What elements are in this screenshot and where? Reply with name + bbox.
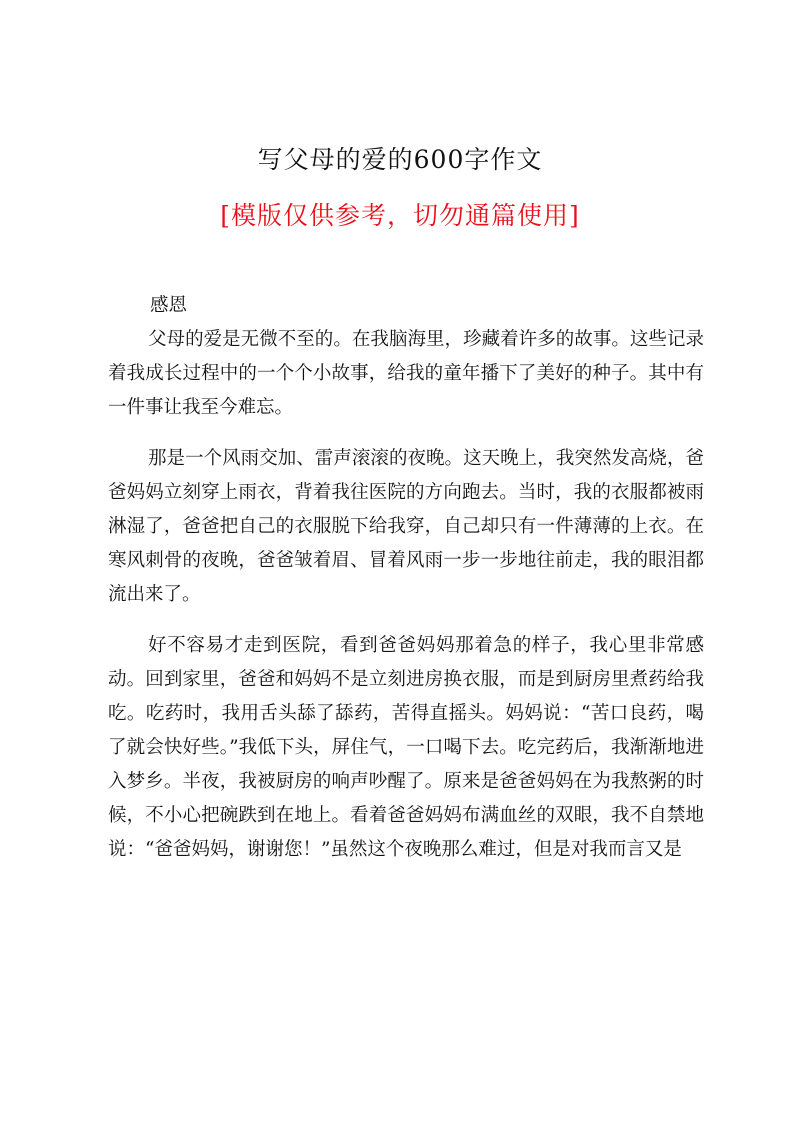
- paragraph-3: 好不容易才走到医院，看到爸爸妈妈那着急的样子，我心里非常感动。回到家里，爸爸和妈妈不是立刻进房换衣服，而是到厨房里煮药给我吃。吃药时，我用舌头舔了舔药，苦得直摇头。妈妈说：“苦口良药，喝了就会快好些。”我低下头，屏住气，一口喝下去。吃完药后，我渐渐地进入梦乡。半夜，我被厨房的响声吵醒了。原来是爸爸妈妈在为我熬粥的时候，不小心把碗跌到在地上。看着爸爸妈妈布满血丝的双眼，我不自禁地说：“爸爸妈妈，谢谢您！”虽然这个夜晚那么难过，但是对我而言又是: [108, 635, 704, 860]
- paragraph-1: 父母的爱是无微不至的。在我脑海里，珍藏着许多的故事。这些记录着我成长过程中的一个个小故事，给我的童年播下了美好的种子。其中有一件事让我至今难忘。: [108, 329, 704, 418]
- template-notice: [模版仅供参考，切勿通篇使用]: [220, 201, 580, 230]
- paragraph-2: 那是一个风雨交加、雷声滚滚的夜晚。这天晚上，我突然发高烧，爸爸妈妈立刻穿上雨衣，背着我往医院的方向跑去。当时，我的衣服都被雨淋湿了，爸爸把自己的衣服脱下给我穿，自己却只有一件薄薄的上衣。在寒风刺骨的夜晚，爸爸皱着眉、冒着风雨一步一步地往前走，我的眼泪都流出来了。: [108, 448, 704, 605]
- essay-body: [108, 289, 704, 867]
- document-title: 写父母的爱的600字作文: [257, 145, 543, 174]
- essay-heading: 感恩: [150, 295, 188, 316]
